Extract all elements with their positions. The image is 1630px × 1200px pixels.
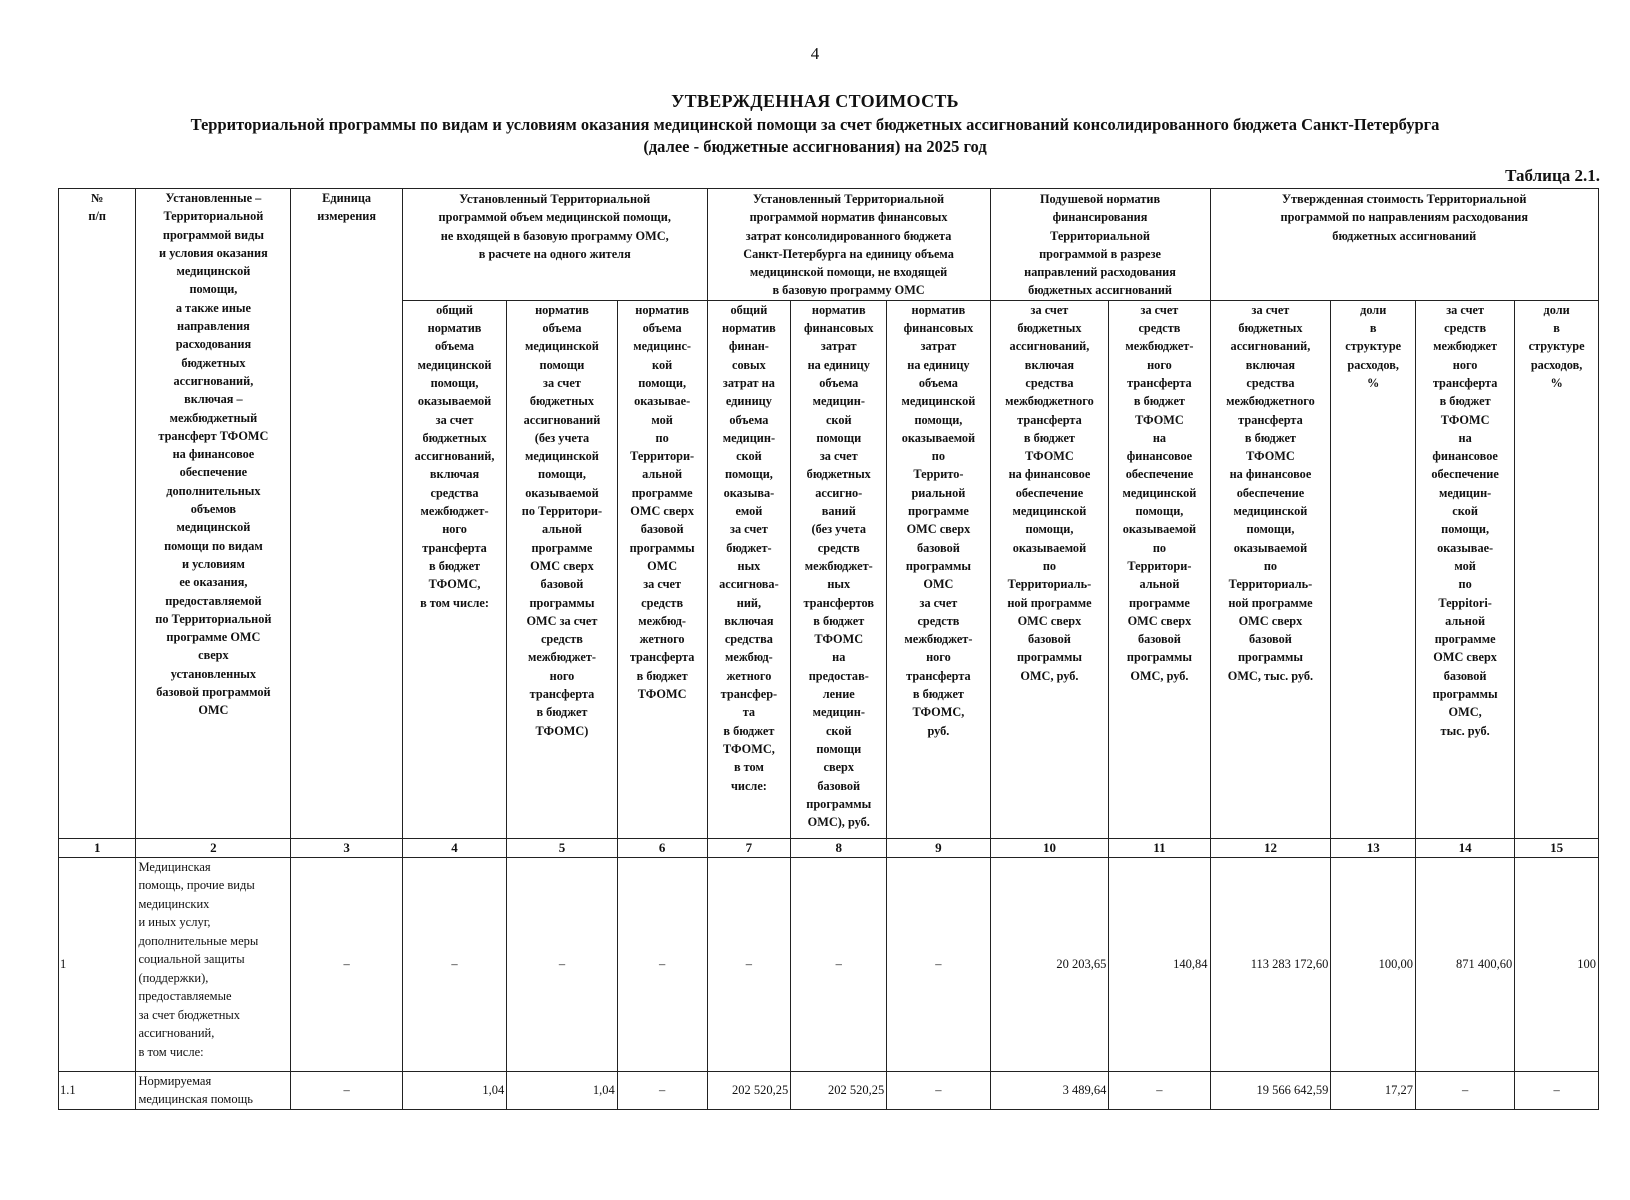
cell-c13: 17,27 bbox=[1331, 1071, 1416, 1109]
page-number: 4 bbox=[810, 44, 820, 63]
header-col-14: за счет средств межбюджет ного трансферта в бюджет ТФОМС на финансовое обеспечение медицин- ской помощи, оказывае- мой по Террitori- альной программе ОМС сверх базовой программы ОМС, тыс. руб. bbox=[1416, 300, 1515, 838]
document-subtitle: Территориальной программы по видам и условиям оказания медицинской помощи за счет бюджетных ассигнований консолидированного бюджета Санкт-Петербурга (далее - бюджетные ассигнования) на 2025 год bbox=[190, 115, 1440, 156]
column-number: 8 bbox=[791, 838, 887, 857]
header-col-5: норматив объема медицинской помощи за счет бюджетных ассигнований (без учета медицинской помощи, оказываемой по Территори- альной программе ОМС сверх базовой программы ОМС за счет средств межбюджет- ного трансферта в бюджет ТФОМС) bbox=[507, 300, 618, 838]
column-number: 1 bbox=[59, 838, 136, 857]
header-col-8: норматив финансовых затрат на единицу объема медицин- ской помощи за счет бюджетных ассигно- ваний (без учета средств межбюджет- ных трансфертов в бюджет ТФОМС на предостав- ление медицин- ской помощи сверх базовой программы ОМС), руб. bbox=[791, 300, 887, 838]
header-col-9: норматив финансовых затрат на единицу объема медицинской помощи, оказываемой по Террито- риальной программе ОМС сверх базовой программы ОМС за счет средств межбюджет- ного трансферта в бюджет ТФОМС, руб. bbox=[887, 300, 990, 838]
column-number: 13 bbox=[1331, 838, 1416, 857]
column-number: 11 bbox=[1109, 838, 1210, 857]
row-label: Медицинская помощь, прочие виды медицинских и иных услуг, дополнительные меры социальной защиты (поддержки), предоставляемые за счет бюджетных ассигнований, в том числе: bbox=[136, 857, 291, 1071]
column-number: 7 bbox=[707, 838, 791, 857]
cell-c15: – bbox=[1515, 1071, 1599, 1109]
cell-c4: 1,04 bbox=[402, 1071, 506, 1109]
header-group-cost-norm: Установленный Территориальной программой норматив финансовых затрат консолидированного бюджета Санкт-Петербурга на единицу объема медицинской помощи, не входящей в базовую программу ОМС bbox=[707, 189, 990, 301]
cell-c6: – bbox=[617, 1071, 707, 1109]
table-caption: Таблица 2.1. bbox=[1505, 166, 1600, 185]
cell-c4: – bbox=[402, 857, 506, 1071]
column-number: 14 bbox=[1416, 838, 1515, 857]
column-number: 4 bbox=[402, 838, 506, 857]
column-number: 6 bbox=[617, 838, 707, 857]
column-number: 3 bbox=[291, 838, 403, 857]
cell-c6: – bbox=[617, 857, 707, 1071]
header-col-7: общий норматив финан- совых затрат на единицу объема медицин- ской помощи, оказыва- емой за счет бюджет- ных ассигнова- ний, включая средства межбюд- жетного трансфер- та в бюджет ТФОМС, в том числе: bbox=[707, 300, 791, 838]
cell-c7: 202 520,25 bbox=[707, 1071, 791, 1109]
header-group-per-capita: Подушевой норматив финансирования Территориальной программой в разрезе направлений расходования бюджетных ассигнований bbox=[990, 189, 1210, 301]
header-col-13: доли в структуре расходов, % bbox=[1331, 300, 1416, 838]
row-label: Нормируемая медицинская помощь bbox=[136, 1071, 291, 1109]
column-number: 10 bbox=[990, 838, 1109, 857]
column-number: 9 bbox=[887, 838, 990, 857]
cell-c14: 871 400,60 bbox=[1416, 857, 1515, 1071]
cell-c5: – bbox=[507, 857, 618, 1071]
header-col-12: за счет бюджетных ассигнований, включая средства межбюджетного трансферта в бюджет ТФОМС на финансовое обеспечение медицинской помощи, оказываемой по Территориаль- ной программе ОМС сверх базовой программы ОМС, тыс. руб. bbox=[1210, 300, 1331, 838]
cell-unit: – bbox=[291, 857, 403, 1071]
document-title: УТВЕРЖДЕННАЯ СТОИМОСТЬ bbox=[671, 91, 959, 111]
cell-c10: 3 489,64 bbox=[990, 1071, 1109, 1109]
header-col-11: за счет средств межбюджет- ного трансферта в бюджет ТФОМС на финансовое обеспечение медицинской помощи, оказываемой по Территори- альной программе ОМС сверх базовой программы ОМС, руб. bbox=[1109, 300, 1210, 838]
cell-c15: 100 bbox=[1515, 857, 1599, 1071]
header-col-number: № п/п bbox=[59, 189, 136, 839]
cost-table bbox=[58, 188, 1599, 1110]
cell-c8: 202 520,25 bbox=[791, 1071, 887, 1109]
row-number: 1.1 bbox=[59, 1071, 136, 1109]
table-row bbox=[59, 857, 1599, 1071]
cell-c7: – bbox=[707, 857, 791, 1071]
row-number: 1 bbox=[59, 857, 136, 1071]
header-col-type: Установленные – Территориальной программой виды и условия оказания медицинской помощи, а также иные направления расходования бюджетных ассигнований, включая – межбюджетный трансферт ТФОМС на финансовое обеспечение дополнительных объемов медицинской помощи по видам и условиям ее оказания, предоставляемой по Территориальной программе ОМС сверх установленных базовой программой ОМС bbox=[136, 189, 291, 839]
cell-c9: – bbox=[887, 1071, 990, 1109]
header-group-volume: Установленный Территориальной программой объем медицинской помощи, не входящей в базовую программу ОМС, в расчете на одного жителя bbox=[402, 189, 707, 301]
header-col-10: за счет бюджетных ассигнований, включая средства межбюджетного трансферта в бюджет ТФОМС на финансовое обеспечение медицинской помощи, оказываемой по Территориаль- ной программе ОМС сверх базовой программы ОМС, руб. bbox=[990, 300, 1109, 838]
cell-unit: – bbox=[291, 1071, 403, 1109]
header-col-unit: Единица измерения bbox=[291, 189, 403, 839]
column-number: 12 bbox=[1210, 838, 1331, 857]
cell-c12: 113 283 172,60 bbox=[1210, 857, 1331, 1071]
cell-c8: – bbox=[791, 857, 887, 1071]
column-number: 2 bbox=[136, 838, 291, 857]
cell-c11: – bbox=[1109, 1071, 1210, 1109]
cell-c13: 100,00 bbox=[1331, 857, 1416, 1071]
cell-c11: 140,84 bbox=[1109, 857, 1210, 1071]
cell-c5: 1,04 bbox=[507, 1071, 618, 1109]
header-row-groups bbox=[59, 189, 1599, 301]
header-col-6: норматив объема медицинс- кой помощи, оказывае- мой по Территори- альной программе ОМС сверх базовой программы ОМС за счет средств межбюд- жетного трансферта в бюджет ТФОМС bbox=[617, 300, 707, 838]
header-col-4: общий норматив объема медицинской помощи, оказываемой за счет бюджетных ассигнований, включая средства межбюджет- ного трансферта в бюджет ТФОМС, в том числе: bbox=[402, 300, 506, 838]
cell-c10: 20 203,65 bbox=[990, 857, 1109, 1071]
column-number: 5 bbox=[507, 838, 618, 857]
cell-c9: – bbox=[887, 857, 990, 1071]
header-col-15: доли в структуре расходов, % bbox=[1515, 300, 1599, 838]
column-number: 15 bbox=[1515, 838, 1599, 857]
cell-c14: – bbox=[1416, 1071, 1515, 1109]
cell-c12: 19 566 642,59 bbox=[1210, 1071, 1331, 1109]
table-row bbox=[59, 1071, 1599, 1109]
header-group-approved-cost: Утвержденная стоимость Территориальной программой по направлениям расходования бюджетных ассигнований bbox=[1210, 189, 1598, 301]
column-number-row bbox=[59, 838, 1599, 857]
